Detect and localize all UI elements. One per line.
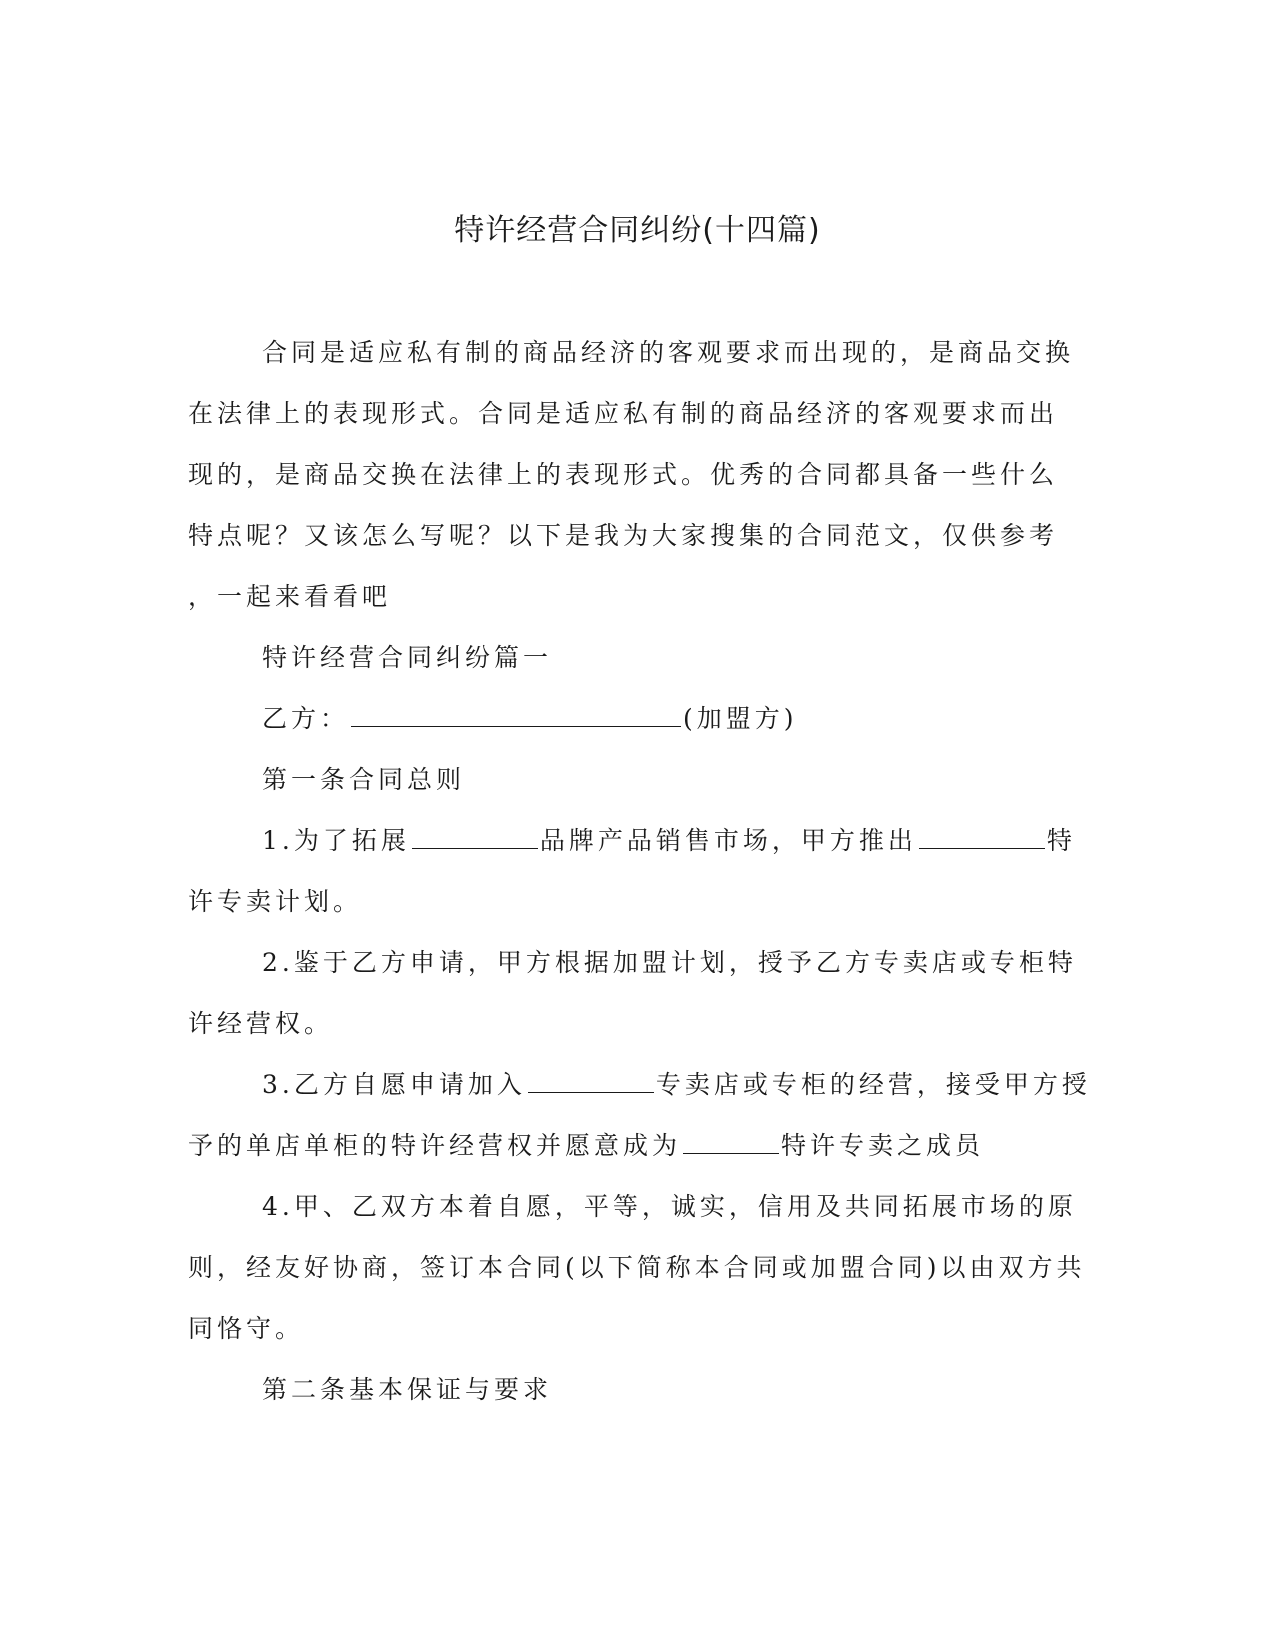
- clause4-line-1: 4.甲、乙双方本着自愿，平等，诚实，信用及共同拓展市场的原: [262, 1192, 1077, 1221]
- article2-heading: 第二条基本保证与要求: [262, 1375, 553, 1404]
- document-title: 特许经营合同纠纷(十四篇): [454, 213, 821, 248]
- clause3-text-b: 专卖店或专柜的经营，接受甲方授: [655, 1070, 1091, 1099]
- clause3-text-d: 特许专卖之成员: [781, 1131, 985, 1160]
- intro-line-2: 在法律上的表现形式。合同是适应私有制的商品经济的客观要求而出: [188, 399, 1059, 428]
- store-blank: [528, 1091, 654, 1093]
- intro-line-3: 现的，是商品交换在法律上的表现形式。优秀的合同都具备一些什么: [188, 460, 1059, 489]
- section-heading: 特许经营合同纠纷篇一: [262, 643, 553, 672]
- franchisor-blank: [919, 847, 1045, 849]
- intro-line-4: 特点呢？又该怎么写呢？以下是我为大家搜集的合同范文，仅供参考: [188, 521, 1059, 550]
- clause3-text-a: 3.乙方自愿申请加入: [262, 1070, 526, 1099]
- clause1-text-b: 品牌产品销售市场，甲方推出: [539, 826, 917, 855]
- intro-line-1: 合同是适应私有制的商品经济的客观要求而出现的，是商品交换: [262, 338, 1075, 367]
- clause1-line-1: [188, 810, 1076, 871]
- clause1-text-c: 特: [1046, 826, 1076, 855]
- document-body: [188, 322, 1091, 1420]
- clause3-line-1: [188, 1054, 1091, 1115]
- party-b-blank: [351, 725, 681, 727]
- clause2-line-2: 许经营权。: [188, 1009, 334, 1038]
- clause1-line-2: 许专卖计划。: [188, 887, 363, 916]
- party-b-label: 乙方：: [262, 704, 350, 733]
- clause2-line-1: 2.鉴于乙方申请，甲方根据加盟计划，授予乙方专卖店或专柜特: [262, 948, 1077, 977]
- clause3-line-2: [188, 1115, 1068, 1176]
- clause4-line-2: 则，经友好协商，签订本合同(以下简称本合同或加盟合同)以由双方共: [188, 1253, 1086, 1282]
- party-b-line: [188, 688, 1068, 749]
- article1-heading: 第一条合同总则: [262, 765, 466, 794]
- clause1-text-a: 1.为了拓展: [262, 826, 410, 855]
- party-b-suffix: (加盟方): [683, 704, 798, 733]
- clause4-line-3: 同恪守。: [188, 1314, 305, 1343]
- intro-line-5: ，一起来看看吧: [188, 582, 392, 611]
- clause3-text-c: 予的单店单柜的特许经营权并愿意成为: [188, 1131, 682, 1160]
- brand-blank: [412, 847, 538, 849]
- member-blank: [683, 1152, 779, 1154]
